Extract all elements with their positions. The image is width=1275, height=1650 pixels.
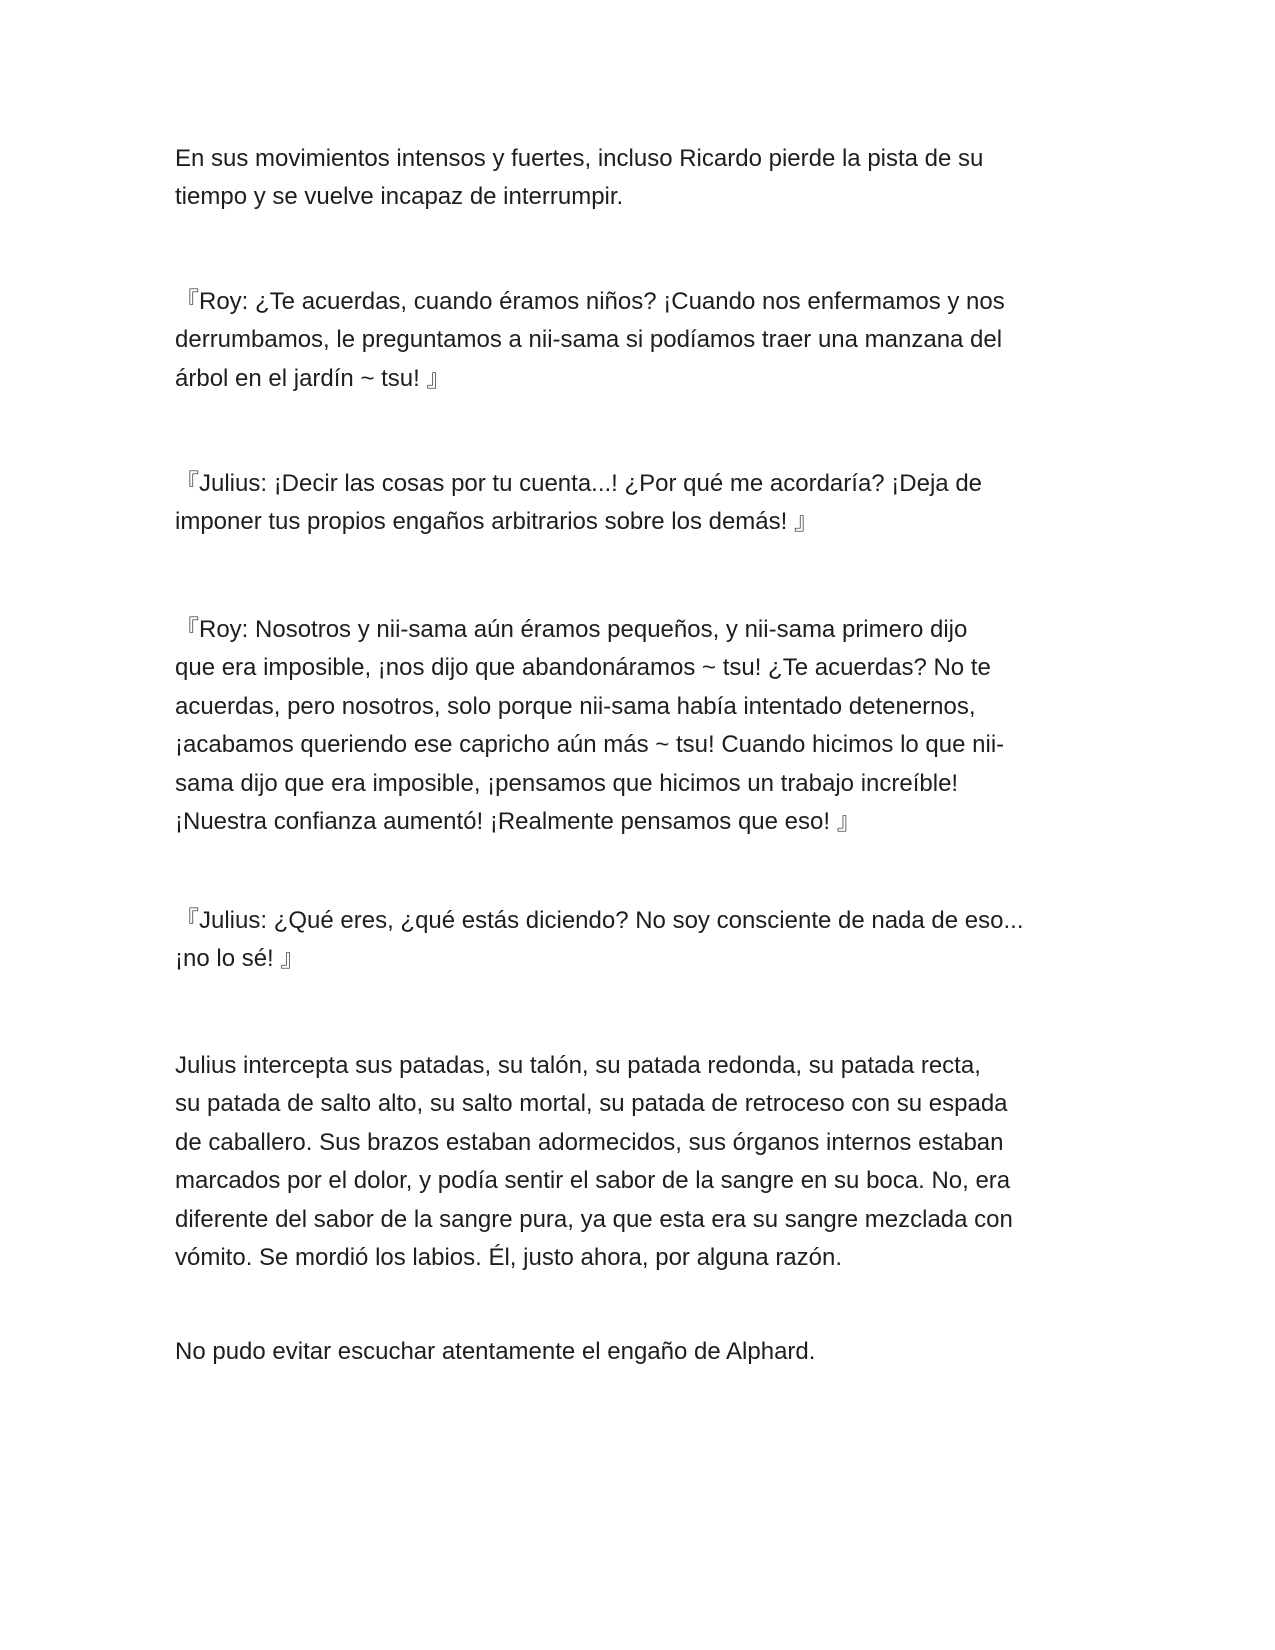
text-line: 『Roy: Nosotros y nii-sama aún éramos pequeños, y nii-sama primero dijo xyxy=(175,616,968,643)
text-line: vómito. Se mordió los labios. Él, justo ahora, por alguna razón. xyxy=(175,1244,843,1272)
text-line: su patada de salto alto, su salto mortal, su patada de retroceso con su espada xyxy=(175,1090,1008,1118)
paragraph-dialogue-roy-2 xyxy=(175,611,1100,841)
paragraph-narration-2 xyxy=(175,1047,1100,1277)
paragraph-dialogue-julius-2 xyxy=(175,902,1100,979)
text-line: ¡no lo sé! 』 xyxy=(175,945,305,973)
paragraph-narration-1 xyxy=(175,140,1100,217)
text-line: árbol en el jardín ~ tsu! 』 xyxy=(175,364,451,392)
text-line: Julius intercepta sus patadas, su talón, su patada redonda, su patada recta, xyxy=(175,1052,981,1079)
text-line: 『Roy: ¿Te acuerdas, cuando éramos niños? ¡Cuando nos enfermamos y nos xyxy=(175,288,1005,315)
text-line: No pudo evitar escuchar atentamente el engaño de Alphard. xyxy=(175,1338,816,1365)
text-line: 『Julius: ¿Qué eres, ¿qué estás diciendo? No soy consciente de nada de eso... xyxy=(175,907,1024,934)
text-line: derrumbamos, le preguntamos a nii-sama si podíamos traer una manzana del xyxy=(175,326,1003,354)
text-line: sama dijo que era imposible, ¡pensamos que hicimos un trabajo increíble! xyxy=(175,769,959,797)
text-line: En sus movimientos intensos y fuertes, incluso Ricardo pierde la pista de su xyxy=(175,145,984,172)
text-line: marcados por el dolor, y podía sentir el sabor de la sangre en su boca. No, era xyxy=(175,1167,1011,1195)
text-line: acuerdas, pero nosotros, solo porque nii-sama había intentado detenernos, xyxy=(175,692,976,720)
paragraph-dialogue-julius-1 xyxy=(175,465,1100,542)
text-line: 『Julius: ¡Decir las cosas por tu cuenta...! ¿Por qué me acordaría? ¡Deja de xyxy=(175,470,983,497)
text-line: tiempo y se vuelve incapaz de interrumpir. xyxy=(175,183,624,211)
paragraph-dialogue-roy-1 xyxy=(175,283,1100,398)
text-line: diferente del sabor de la sangre pura, ya que esta era su sangre mezclada con xyxy=(175,1205,1013,1233)
text-line: que era imposible, ¡nos dijo que abandonáramos ~ tsu! ¿Te acuerdas? No te xyxy=(175,654,991,682)
paragraph-narration-3 xyxy=(175,1333,1100,1371)
text-line: imponer tus propios engaños arbitrarios sobre los demás! 』 xyxy=(175,508,818,536)
text-line: ¡acabamos queriendo ese capricho aún más ~ tsu! Cuando hicimos lo que nii- xyxy=(175,731,1005,759)
text-line: de caballero. Sus brazos estaban adormecidos, sus órganos internos estaban xyxy=(175,1128,1004,1156)
text-line: ¡Nuestra confianza aumentó! ¡Realmente pensamos que eso! 』 xyxy=(175,808,861,836)
